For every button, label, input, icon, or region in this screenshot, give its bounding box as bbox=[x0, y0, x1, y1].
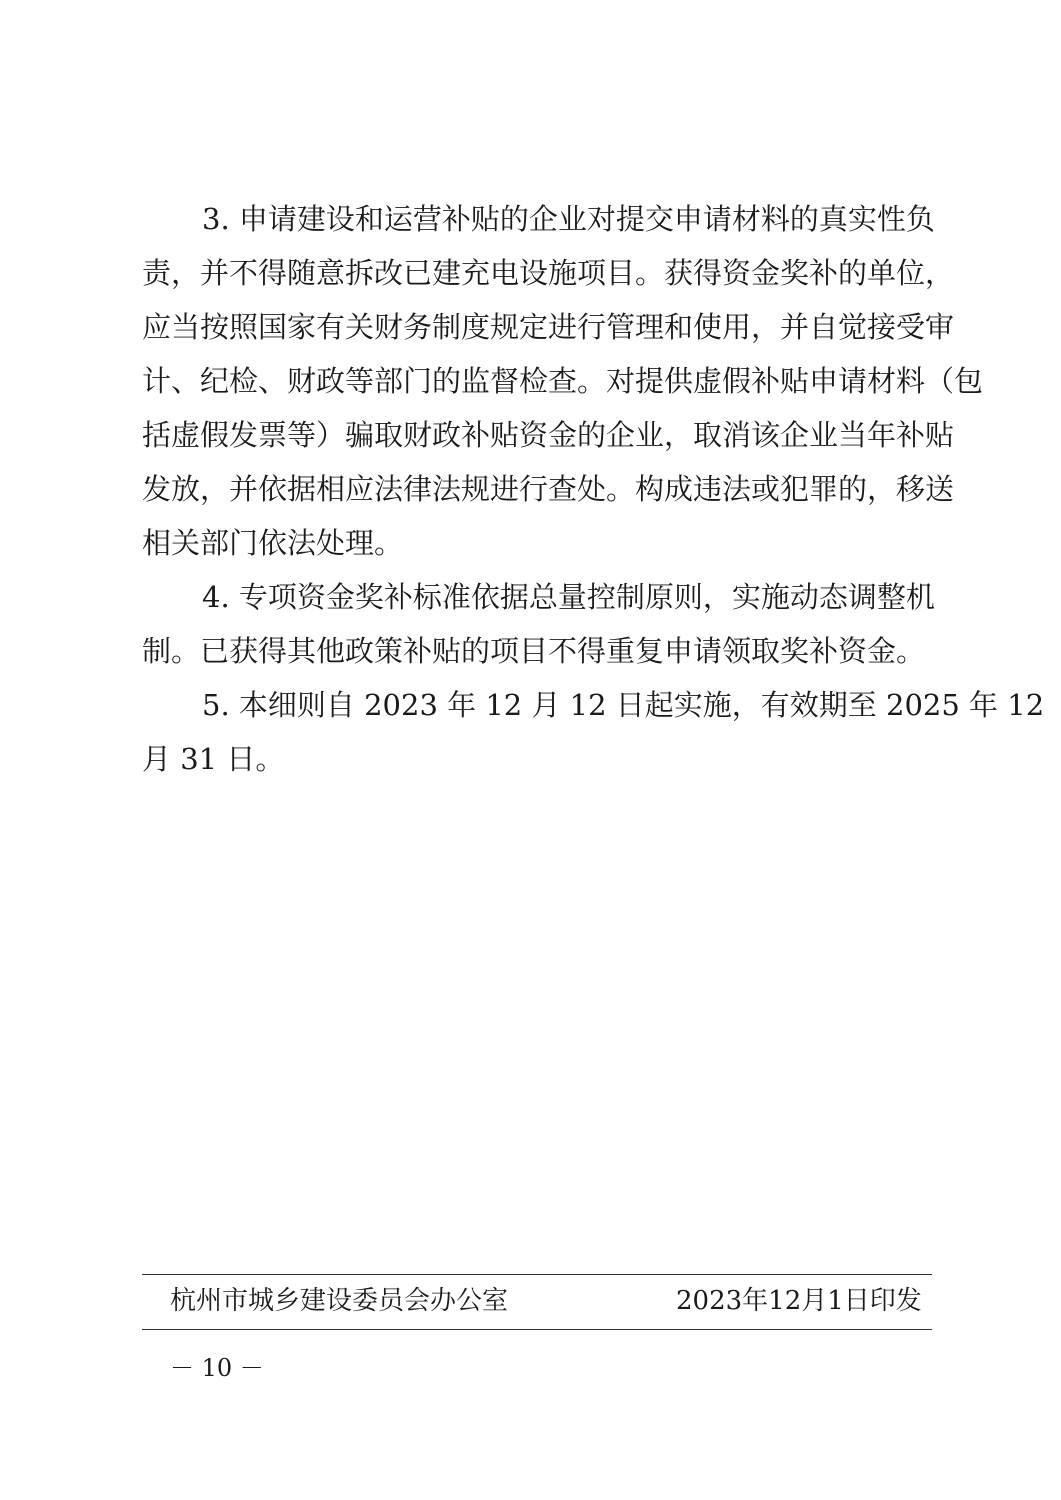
paragraph-3-line-4: 计、纪检、财政等部门的监督检查。对提供虚假补贴申请材料（包 bbox=[142, 364, 984, 398]
paragraph-3-line-1: 3. 申请建设和运营补贴的企业对提交申请材料的真实性负 bbox=[202, 202, 935, 236]
page-number: － 10 － bbox=[170, 1354, 264, 1382]
paragraph-3-line-7: 相关部门依法处理。 bbox=[142, 526, 404, 560]
paragraph-5-line-1: 5. 本细则自 2023 年 12 月 12 日起实施，有效期至 2025 年 12 bbox=[202, 688, 1045, 722]
issue-date: 2023年12月1日印发 bbox=[676, 1286, 922, 1316]
paragraph-5-line-2: 月 31 日。 bbox=[142, 742, 285, 776]
footer-top-rule bbox=[142, 1274, 932, 1275]
paragraph-3-line-2: 责，并不得随意拆改已建充电设施项目。获得资金奖补的单位， bbox=[142, 256, 955, 290]
paragraph-3-line-3: 应当按照国家有关财务制度规定进行管理和使用，并自觉接受审 bbox=[142, 310, 955, 344]
paragraph-3-line-5: 括虚假发票等）骗取财政补贴资金的企业，取消该企业当年补贴 bbox=[142, 418, 955, 452]
footer-bottom-rule bbox=[142, 1329, 932, 1330]
paragraph-4-line-1: 4. 专项资金奖补标准依据总量控制原则，实施动态调整机 bbox=[202, 580, 935, 614]
document-body bbox=[142, 192, 1045, 786]
issuing-office: 杭州市城乡建设委员会办公室 bbox=[170, 1286, 509, 1316]
paragraph-3-line-6: 发放，并依据相应法律法规进行查处。构成违法或犯罪的，移送 bbox=[142, 472, 955, 506]
paragraph-4-line-2: 制。已获得其他政策补贴的项目不得重复申请领取奖补资金。 bbox=[142, 634, 926, 668]
